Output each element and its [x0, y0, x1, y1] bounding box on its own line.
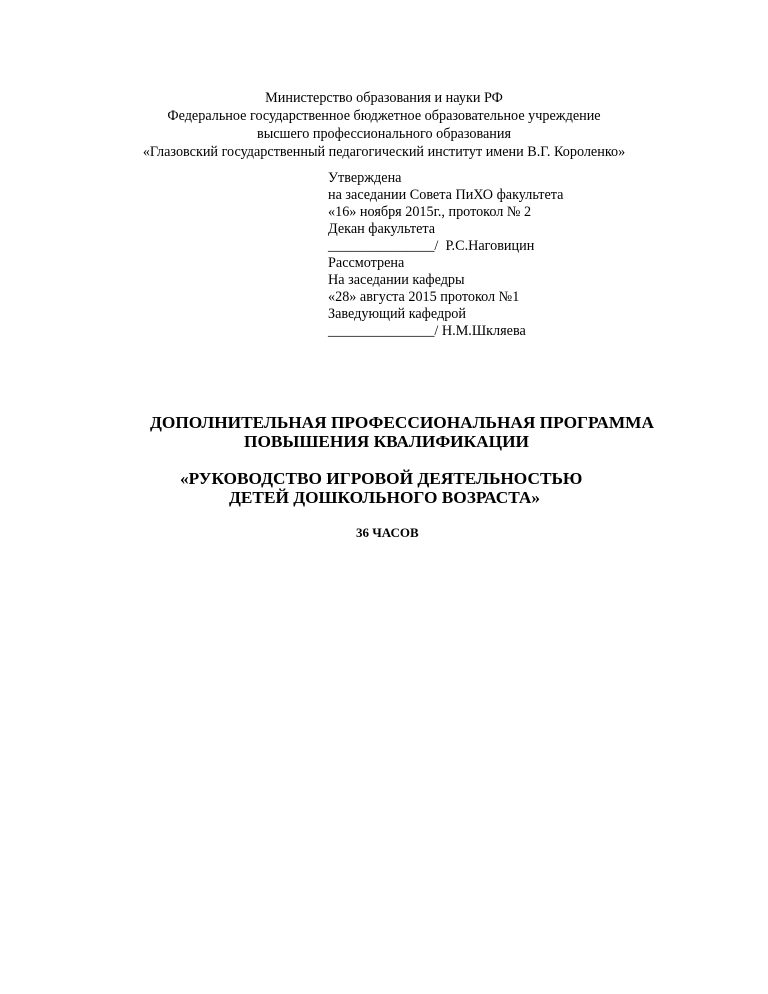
council-meeting-line: на заседании Совета ПиХО факультета — [328, 187, 564, 203]
program-title-line-1: ДОПОЛНИТЕЛЬНАЯ ПРОФЕССИОНАЛЬНАЯ ПРОГРАММА — [150, 413, 654, 432]
course-hours: 36 ЧАСОВ — [356, 525, 419, 540]
approval-block — [328, 170, 563, 340]
course-title-line-1: «РУКОВОДСТВО ИГРОВОЙ ДЕЯТЕЛЬНОСТЬЮ — [180, 469, 583, 488]
course-title-line-2: ДЕТЕЙ ДОШКОЛЬНОГО ВОЗРАСТА» — [229, 488, 541, 507]
head-title: Заведующий кафедрой — [328, 306, 466, 322]
head-signature-line: _______________/ Н.М.Шкляева — [328, 323, 526, 339]
council-date-line: «16» ноября 2015г., протокол № 2 — [328, 204, 532, 220]
institution-header — [0, 89, 768, 161]
education-level-line: высшего профессионального образования — [257, 126, 511, 142]
department-meeting-line: На заседании кафедры — [328, 272, 465, 288]
institution-type-line: Федеральное государственное бюджетное образовательное учреждение — [167, 108, 601, 124]
program-title-line-2: ПОВЫШЕНИЯ КВАЛИФИКАЦИИ — [244, 432, 529, 451]
ministry-line: Министерство образования и науки РФ — [265, 90, 503, 106]
approved-label: Утверждена — [328, 170, 402, 186]
reviewed-label: Рассмотрена — [328, 255, 405, 271]
dean-signature-line: _______________/ Р.С.Наговицин — [328, 238, 535, 254]
dean-title: Декан факультета — [328, 221, 436, 237]
institute-name-line: «Глазовский государственный педагогический институт имени В.Г. Короленко» — [142, 144, 626, 160]
department-date-line: «28» августа 2015 протокол №1 — [328, 289, 520, 305]
